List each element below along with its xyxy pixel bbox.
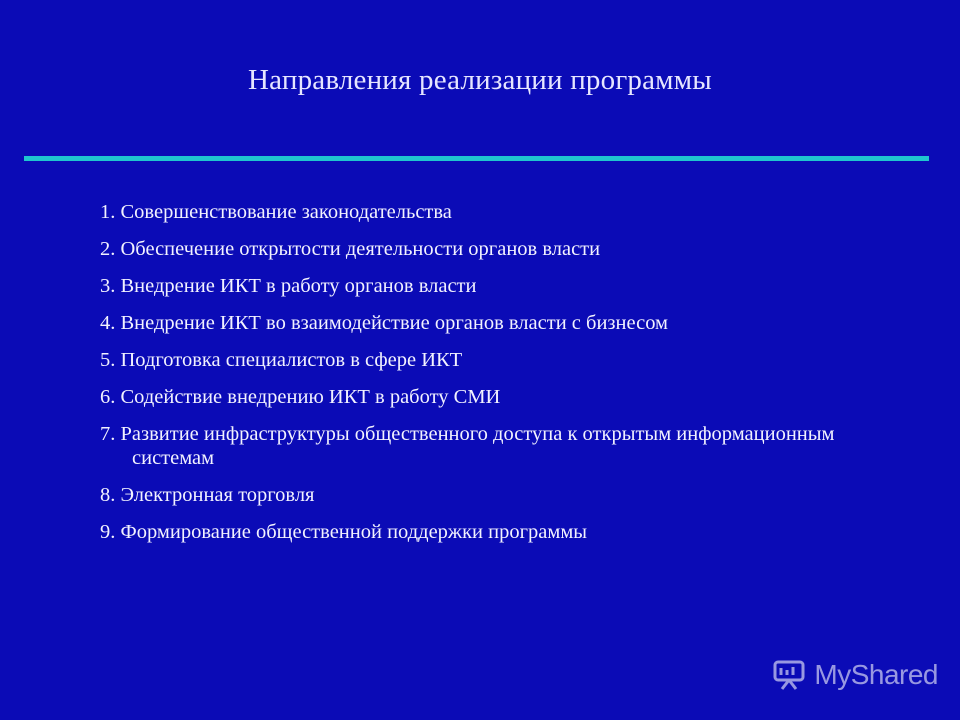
list-item: 3. Внедрение ИКТ в работу органов власти	[100, 275, 477, 297]
directions-list	[100, 200, 900, 557]
presentation-board-icon	[772, 658, 806, 692]
list-item: 8. Электронная торговля	[100, 484, 315, 506]
list-item: 4. Внедрение ИКТ во взаимодействие органов власти с бизнесом	[100, 312, 669, 334]
list-item: 9. Формирование общественной поддержки программы	[100, 521, 588, 543]
watermark-logo	[772, 656, 938, 694]
title-divider	[24, 156, 929, 161]
list-item: 5. Подготовка специалистов в сфере ИКТ	[100, 349, 463, 371]
list-item: 2. Обеспечение открытости деятельности органов власти	[100, 238, 601, 260]
list-item: 6. Содействие внедрению ИКТ в работу СМИ	[100, 386, 501, 408]
list-item: 7. Развитие инфраструктуры общественного доступа к открытым информационным системам	[100, 423, 835, 469]
slide-title: Направления реализации программы	[248, 64, 712, 96]
list-item: 1. Совершенствование законодательства	[100, 201, 452, 223]
watermark-text: MyShared	[814, 659, 938, 690]
